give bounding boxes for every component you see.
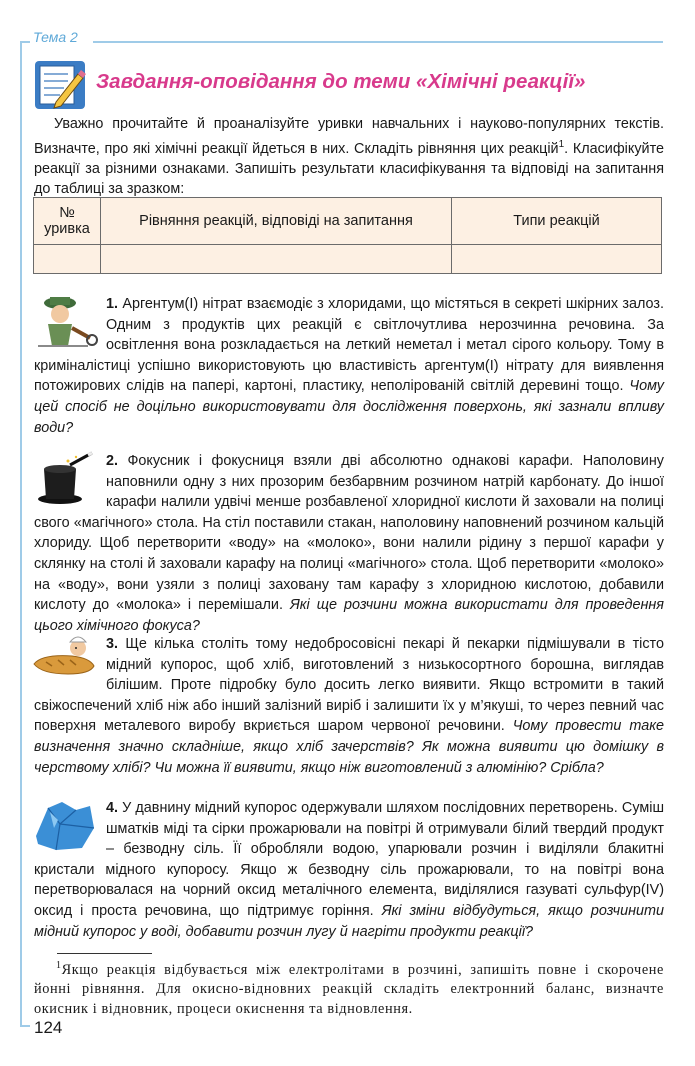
margin-rule (20, 41, 22, 1026)
story-paragraph-4 (34, 798, 664, 942)
table-header-number: № уривка (34, 198, 101, 245)
paragraph-number: 4. (106, 800, 119, 816)
magic-hat-icon (32, 451, 98, 507)
table-header-types: Типи реакцій (452, 198, 662, 245)
footnote-marker: 1 (56, 960, 62, 971)
paragraph-number: 2. (106, 453, 119, 469)
paragraph-question: Чому провести таке визначення значно складніше, якщо хліб зачерствів? Як можна виявити цю домішку в черствому хлібі? Чи можна її виявити, якщо ніж виготовлений з алюмінію? Срібла? (34, 718, 664, 776)
story-paragraph-3 (34, 634, 664, 778)
intro-text-part2: . Класифікуйте реакції за різними ознаками. Запишіть результати класифікування та відповіді на запитання до таблиці за зразком: (34, 140, 664, 198)
footnote (34, 956, 664, 1019)
footnote-divider (57, 953, 152, 954)
margin-rule-top-tick (20, 41, 30, 43)
paragraph-question: Чому цей спосіб не доцільно використовувати для дослідження поверхонь, які зазнали впливу води? (34, 378, 664, 436)
story-paragraph-2 (34, 451, 664, 636)
page-number: 124 (34, 1018, 63, 1037)
paragraph-number: 3. (106, 636, 119, 652)
table-cell (34, 245, 101, 274)
margin-rule-bottom-tick (20, 1025, 30, 1027)
table-cell (452, 245, 662, 274)
paragraph-text: У давнину мідний купорос одержували шляхом послідовних перетворень. Суміш шматків міді та сірки прожарювали на повітрі й отримували білий твердий продукт – безводну сіль. Її обробляли водою, упарювали розчин і виділяли блакитні кристали мідного купоросу. Якщо ж безводну сіль прожарювали, то на повітрі вона перетворювалася на чорний оксид металічного елемента, виділялися газуваті сульфур(IV) оксид і проста речовина, що підтримує горіння. (34, 800, 664, 919)
footnote-ref: 1 (558, 138, 565, 150)
topic-label: Тема 2 (33, 29, 78, 45)
header-divider (93, 41, 663, 43)
paragraph-text: Аргентум(I) нітрат взаємодіє з хлоридами, що містяться в секреті шкірних залоз. Одним з продуктів цих реакцій є світлочутлива нерозчинна речовина. За освітлення вона розкладається на леткий неметал і метал сірого кольору. Тому в криміналістиці успішно використовують цю властивість аргентум(I) нітрату для виявлення потожирових слідів на папері, картоні, пластику, неполірованій світлій деревині тощо. (34, 296, 664, 395)
detective-icon (32, 294, 98, 352)
paragraph-question: Які зміни відбудуться, якщо розчинити мідний купорос у воді, добавити розчин лугу й нагріти продукти реакції? (34, 902, 664, 940)
paragraph-question: Які ще розчини можна використати для проведення цього хімічного фокуса? (34, 597, 664, 634)
table-header-equations: Рівняння реакцій, відповіді на запитання (101, 198, 452, 245)
baker-icon (32, 634, 98, 680)
story-paragraph-1 (34, 294, 664, 438)
blue-crystal-icon (32, 798, 98, 854)
table-cell (101, 245, 452, 274)
footnote-text: Якщо реакція відбувається між електролітами в розчині, запишіть повне і скорочене йонні рівняння. Для окисно-відновних реакцій складіть електронний баланс, визначте окисник і відновник, процеси окиснення та відновлення. (34, 961, 664, 1017)
intro-text (34, 114, 664, 200)
paragraph-text: Ще кілька століть тому недобросовісні пекарі й пекарки підмішували в тісто мідний купорос, щоб хліб, виготовлений з низькосортного борошна, виглядав білішим. Проте підробку було досить легко виявити. Якщо встромити в такий свіжоспечений хліб ніж або інший залізний виріб і залишити їх у м’якуші, то через певний час поверхня металевого виробу вкриється шаром червоної речовини. (34, 636, 664, 735)
sample-table (33, 197, 662, 274)
page-title: Завдання-оповідання до теми «Хімічні реакції» (96, 70, 586, 93)
paragraph-text: Фокусник і фокусниця взяли дві абсолютно однакові карафи. Наполовину наповнили одну з них прозорим безбарвним розчином натрій карбонату. До іншої карафи налили удвічі менше розбавленої хлоридної кислоти й заховали на полиці свого «магічного» стола. На стіл поставили стакан, наполовину наповнений розчином кальцій хлориду. Щоб перетворити «воду» на «молоко», вони налили рідину з першої карафи у склянку на столі й заховали карафу на полиці «магічного» стола. Щоб перетворити «молоко» на «воду», вони узяли з полиці заховану там карафу з хлоридною кислотою, добавили кислоту до «молока» і перемішали. (34, 453, 664, 614)
paragraph-number: 1. (106, 296, 119, 312)
notebook-pencil-icon (34, 60, 86, 110)
intro-text-part1: Уважно прочитайте й проаналізуйте уривки навчальних і науково-популярних текстів. Визначте, про які хімічні реакції йдеться в них. Складіть рівняння цих реакцій (34, 116, 664, 157)
